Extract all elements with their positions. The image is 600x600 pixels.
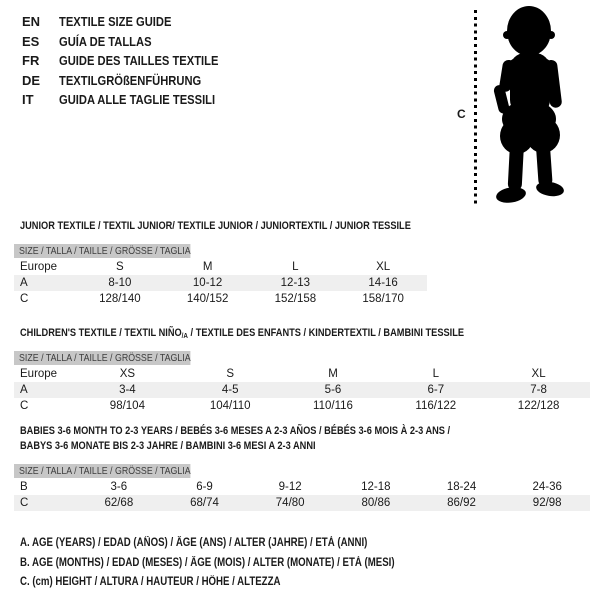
language-row bbox=[22, 90, 244, 110]
table-cell: 122/128 bbox=[517, 400, 560, 412]
language-title: GUÍA DE TALLAS bbox=[59, 33, 152, 49]
table-row bbox=[14, 291, 427, 307]
table-row bbox=[14, 398, 590, 414]
table-cell: M bbox=[328, 368, 338, 380]
table-cell: 128/140 bbox=[99, 293, 141, 305]
language-code: FR bbox=[22, 53, 40, 69]
table-cell: 3-4 bbox=[119, 384, 136, 396]
language-code: ES bbox=[22, 33, 40, 49]
language-title: GUIDA ALLE TAGLIE TESSILI bbox=[59, 92, 216, 108]
language-row bbox=[22, 51, 244, 71]
section-title-line: JUNIOR TEXTILE / TEXTIL JUNIOR/ TEXTILE JUNIOR / JUNIORTEXTIL / JUNIOR TESSILE bbox=[20, 220, 411, 232]
size-table bbox=[14, 366, 590, 414]
table-row bbox=[14, 275, 427, 291]
table-cell: 80/86 bbox=[361, 497, 391, 509]
table-cell: 104/110 bbox=[209, 400, 251, 412]
table-cell: 6-9 bbox=[196, 481, 213, 493]
table-cell: 12-13 bbox=[280, 277, 311, 289]
note-age-years: A. AGE (YEARS) / EDAD (AÑOS) / ÂGE (ANS) / ALTER (JAHRE) / ETÀ (ANNI) bbox=[20, 537, 368, 549]
table-cell: 152/158 bbox=[274, 293, 317, 305]
row-label: A bbox=[20, 277, 28, 289]
table-cell: 24-36 bbox=[532, 481, 562, 493]
row-label: Europe bbox=[20, 368, 58, 380]
height-measure-dashed-line bbox=[474, 10, 477, 206]
table-cell: 98/104 bbox=[109, 400, 145, 412]
table-row bbox=[14, 259, 427, 275]
babies-textile-section bbox=[14, 424, 590, 511]
size-table bbox=[14, 259, 427, 307]
row-label: C bbox=[20, 293, 29, 305]
baby-silhouette-icon bbox=[484, 3, 576, 208]
table-cell: 14-16 bbox=[368, 277, 398, 289]
row-label: Europe bbox=[20, 261, 58, 273]
language-code: IT bbox=[22, 92, 34, 108]
table-cell: 6-7 bbox=[427, 384, 445, 396]
table-cell: 68/74 bbox=[190, 497, 219, 509]
legend-notes bbox=[20, 534, 466, 593]
table-cell: 140/152 bbox=[186, 293, 229, 305]
table-cell: 18-24 bbox=[446, 481, 477, 493]
table-cell: 74/80 bbox=[275, 497, 305, 509]
table-row bbox=[14, 366, 590, 382]
table-cell: XL bbox=[531, 368, 546, 380]
table-cell: 3-6 bbox=[110, 481, 128, 493]
table-cell: S bbox=[226, 368, 235, 380]
table-cell: 9-12 bbox=[278, 481, 302, 493]
height-measure-label: C bbox=[457, 107, 466, 121]
table-cell: M bbox=[202, 261, 213, 273]
table-cell: 7-8 bbox=[530, 384, 547, 396]
table-cell: 116/122 bbox=[415, 400, 457, 412]
section-title bbox=[20, 424, 450, 454]
table-cell: L bbox=[432, 368, 439, 380]
note-age-months: B. AGE (MONTHS) / EDAD (MESES) / ÂGE (MOIS) / ALTER (MONATE) / ETÀ (MESI) bbox=[20, 556, 395, 569]
size-header-band: SIZE / TALLA / TAILLE / GRÖSSE / TAGLIA bbox=[14, 244, 191, 258]
table-cell: 158/170 bbox=[362, 293, 404, 305]
section-title-line: BABYS 3-6 MONATE BIS 2-3 JAHRE / BAMBINI 3-6 MESI A 2-3 ANNI bbox=[20, 440, 316, 452]
table-cell: S bbox=[116, 261, 124, 273]
table-cell: 10-12 bbox=[192, 277, 223, 289]
table-row bbox=[14, 495, 590, 511]
language-header bbox=[22, 12, 244, 110]
table-cell: XL bbox=[376, 261, 391, 273]
table-cell: 110/116 bbox=[313, 400, 353, 412]
section-title-line: BABIES 3-6 MONTH TO 2-3 YEARS / BEBÉS 3-6 MESES A 2-3 AÑOS / BÉBÉS 3-6 MOIS À 2-3 ANS / bbox=[20, 425, 451, 437]
language-title: TEXTILE SIZE GUIDE bbox=[59, 14, 172, 30]
language-row bbox=[22, 12, 244, 32]
language-row bbox=[22, 71, 244, 91]
table-row bbox=[14, 479, 590, 495]
children-textile-section bbox=[14, 323, 590, 414]
note-height-cm: C. (cm) HEIGHT / ALTURA / HAUTEUR / HÖHE / ALTEZZA bbox=[20, 576, 281, 588]
row-label: C bbox=[20, 497, 29, 509]
table-cell: 8-10 bbox=[108, 277, 132, 289]
section-title bbox=[20, 326, 464, 341]
table-cell: 92/98 bbox=[532, 497, 562, 509]
table-cell: 4-5 bbox=[221, 384, 239, 396]
row-label: B bbox=[20, 481, 28, 493]
row-label: C bbox=[20, 400, 29, 412]
table-cell: 86/92 bbox=[447, 497, 476, 509]
language-row bbox=[22, 32, 244, 52]
table-cell: L bbox=[292, 261, 299, 273]
junior-textile-section bbox=[14, 216, 427, 307]
table-cell: 5-6 bbox=[324, 384, 342, 396]
size-header-band: SIZE / TALLA / TAILLE / GRÖSSE / TAGLIA bbox=[14, 464, 191, 478]
language-code: DE bbox=[22, 72, 41, 88]
language-title: GUIDE DES TAILLES TEXTILE bbox=[59, 53, 219, 69]
size-header-band: SIZE / TALLA / TAILLE / GRÖSSE / TAGLIA bbox=[14, 351, 191, 365]
size-table bbox=[14, 479, 590, 511]
section-title-line: CHILDREN'S TEXTILE / TEXTIL NIÑO/A / TEXTILE DES ENFANTS / KINDERTEXTIL / BAMBINI TESSILE bbox=[20, 327, 465, 340]
table-cell: XS bbox=[119, 368, 136, 380]
language-title: TEXTILGRÖßENFÜHRUNG bbox=[59, 72, 202, 88]
table-row bbox=[14, 382, 590, 398]
row-label: A bbox=[20, 384, 28, 396]
table-cell: 12-18 bbox=[361, 481, 391, 493]
table-cell: 62/68 bbox=[104, 497, 134, 509]
language-code: EN bbox=[22, 14, 41, 30]
section-title bbox=[20, 219, 411, 234]
